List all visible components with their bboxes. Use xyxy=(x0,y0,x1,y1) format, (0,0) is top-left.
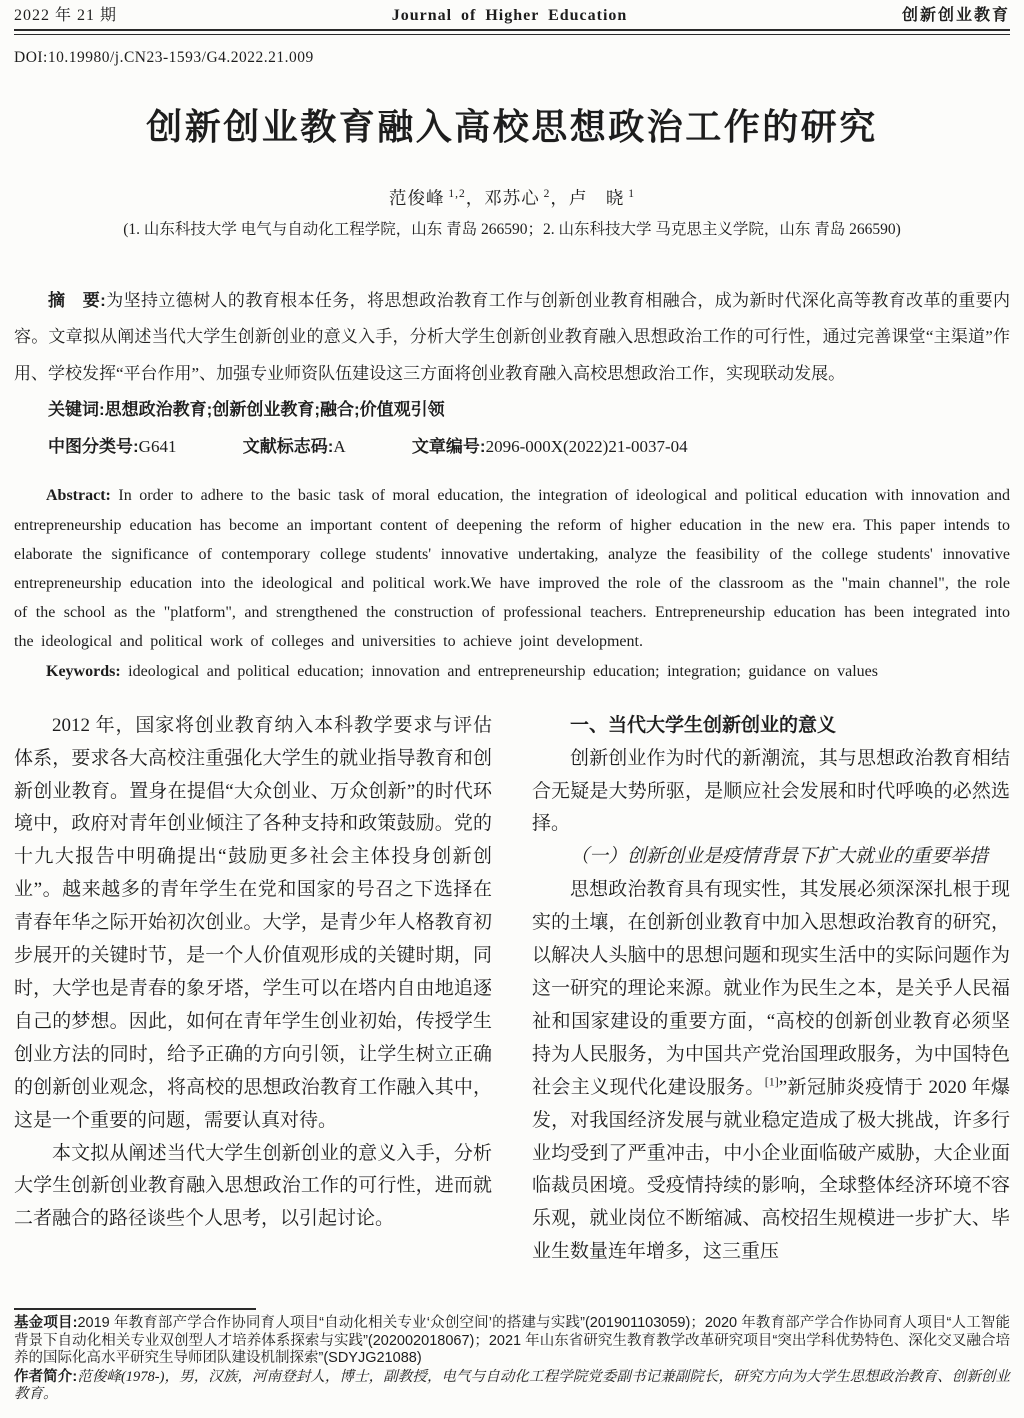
header-journal-title: Journal of Higher Education xyxy=(391,7,628,24)
author-bio-text: 范俊峰(1978-)，男，汉族，河南登封人，博士，副教授，电气与自动化工程学院党委副书记兼副院长，研究方向为大学生思想政治教育、创新创业教育。 xyxy=(14,1368,1010,1403)
en-meta-block xyxy=(14,481,1010,685)
reference-mark: [1] xyxy=(764,1074,779,1089)
cn-abstract-label: 摘 要: xyxy=(48,290,106,310)
footnote-block xyxy=(14,1308,1010,1404)
author-name: 邓苏心 $^2$ xyxy=(484,187,551,208)
cn-keywords-label: 关键词: xyxy=(48,400,105,420)
author-affiliation-mark: 1,2 xyxy=(444,188,466,200)
body-paragraph: 本文拟从阐述当代大学生创新创业的意义入手，分析大学生创新创业教育融入思想政治工作的可行性，进而就二者融合的路径谈些个人思考，以引起讨论。 xyxy=(14,1142,492,1230)
footnote-divider xyxy=(14,1308,256,1310)
cn-abstract xyxy=(14,283,1010,393)
author-bio-label: 作者简介: xyxy=(14,1368,78,1385)
fund-project-label: 基金项目: xyxy=(14,1315,78,1331)
author-name: 卢 晓 $^1$ xyxy=(568,187,635,208)
article-body xyxy=(14,710,1010,1272)
article-title: 创新创业教育融入高校思想政治工作的研究 xyxy=(146,107,878,147)
en-abstract-label: Abstract: xyxy=(46,487,111,505)
en-keywords-text: ideological and political education; innovation and entrepreneurship education; integration; guidance on values xyxy=(128,662,878,680)
author-affiliation-mark: 1 xyxy=(624,188,635,200)
en-abstract-text: In order to adhere to the basic task of moral education, the integration of ideological and political education with innovation and entrepreneurship education has become an important content of deepening the reform of higher education in the new era. This paper intends to elaborate the significance of contemporary college students' innovative undertaking, analyze the feasibility of the college students' innovative entrepreneurship education into the ideological and political work.We have improved the role of the classroom as the "main channel", the role of the school as the "platform", and strengthened the construction of professional teachers. Entrepreneurship education has been integrated into the ideological and political work of colleges and universities to achieve joint development. xyxy=(14,487,1010,651)
en-keywords xyxy=(14,657,1010,686)
document-code: 文献标志码:A xyxy=(242,436,346,456)
cn-keywords xyxy=(14,392,1010,429)
doi-line: DOI:10.19980/j.CN23-1593/G4.2022.21.009 xyxy=(14,49,314,66)
body-paragraph: 创新创业作为时代的新潮流，其与思想政治教育相结合无疑是大势所驱，是顺应社会发展和时代呼唤的必然选择。 xyxy=(532,747,1010,835)
cn-keywords-text: 思想政治教育;创新创业教育;融合;价值观引领 xyxy=(104,400,445,420)
article-id: 文章编号:2096-000X(2022)21-0037-04 xyxy=(411,436,688,456)
body-paragraph: 2012 年，国家将创业教育纳入本科教学要求与评估体系，要求各大高校注重强化大学生的就业指导教育和创新创业教育。置身在提倡“大众创业、万众创新”的时代环境中，政府对青年创业倾注了各种支持和政策鼓励。党的十九大报告中明确提出“鼓励更多社会主体投身创新创业”。越来越多的青年学生在党和国家的号召之下选择在青春年华之际开始初次创业。大学，是青少年人格教育初步展开的关键时节，是一个人价值观形成的关键时期，同时，大学也是青春的象牙塔，学生可以在塔内自由地追逐自己的梦想。因此，如何在青年学生创业初始，传授学生创业方法的同时，给予正确的方向引领，让学生树立正确的创新创业观念，将高校的思想政治教育工作融入其中，这是一个重要的问题，需要认真对待。 xyxy=(14,714,492,1131)
section-heading: 一、当代大学生创新创业的意义 xyxy=(570,714,837,736)
body-paragraph: 思想政治教育具有现实性，其发展必须深深扎根于现实的土壤，在创新创业教育中加入思想政治教育的研究，以解决人头脑中的思想问题和现实生活中的实际问题作为这一研究的理论来源。就业作为民生之本，是关乎人民福祉和国家建设的重要方面，“高校的创新创业教育必须坚持为人民服务，为中国共产党治国理政服务，为中国特色社会主义现代化建设服务。[1]”新冠肺炎疫情于 2020 年爆发，对我国经济发展与就业稳定造成了极大挑战，许多行业均受到了严重冲击，中小企业面临破产威胁，大企业面临裁员困境。受疫情持续的影响，全球整体经济环境不容乐观，就业岗位不断缩减、高校招生规模进一步扩大、毕业生数量连年增多，这三重压 xyxy=(532,879,1010,1263)
header-column-name: 创新创业教育 xyxy=(901,7,1010,24)
header-issue: 2022 年 21 期 xyxy=(14,7,118,24)
page-header xyxy=(14,6,1010,26)
cn-abstract-text: 为坚持立德树人的教育根本任务，将思想政治教育工作与创新创业教育相融合，成为新时代深化高等教育改革的重要内容。文章拟从阐述当代大学生创新创业的意义入手，分析大学生创新创业教育融入思想政治工作的可行性，通过完善课堂“主渠道”作用、学校发挥“平台作用”、加强专业师资队伍建设这三方面将创业教育融入高校思想政治工作，实现联动发展。 xyxy=(14,290,1010,383)
body-column-right xyxy=(532,710,1010,1272)
cn-classification-line xyxy=(14,429,1010,466)
en-keywords-label: Keywords: xyxy=(46,662,121,680)
clc-number: 中图分类号:G641 xyxy=(48,436,177,456)
fund-project xyxy=(14,1315,1010,1368)
author-name: 范俊峰 $^{1,2}$ xyxy=(389,187,466,208)
authors-line: 范俊峰 $^{1,2}$，邓苏心 $^2$，卢 晓 $^1$ xyxy=(389,187,635,208)
body-column-left xyxy=(14,710,492,1272)
affiliation: (1. 山东科技大学 电气与自动化工程学院，山东 青岛 266590；2. 山东科技大学 马克思主义学院，山东 青岛 266590) xyxy=(123,220,901,238)
en-abstract xyxy=(14,481,1010,656)
author-bio xyxy=(14,1369,1010,1404)
fund-project-text: 2019 年教育部产学合作协同育人项目“自动化相关专业‘众创空间’的搭建与实践”(201901103059)；2020 年教育部产学合作协同育人项目“人工智能背景下自动化相关专业双创型人才培养体系探索与实践”(202002018067)；2021 年山东省研究生教育教学改革研究项目“突出学科优势特色、深化交叉融合培养的国际化高水平研究生导师团队建设机制探索”(SDYJG21088) xyxy=(14,1315,1010,1367)
header-divider xyxy=(14,29,1010,35)
cn-meta-block xyxy=(14,283,1010,466)
author-affiliation-mark: 2 xyxy=(539,188,551,200)
section-heading: （一）创新创业是疫情背景下扩大就业的重要举措 xyxy=(570,846,989,868)
